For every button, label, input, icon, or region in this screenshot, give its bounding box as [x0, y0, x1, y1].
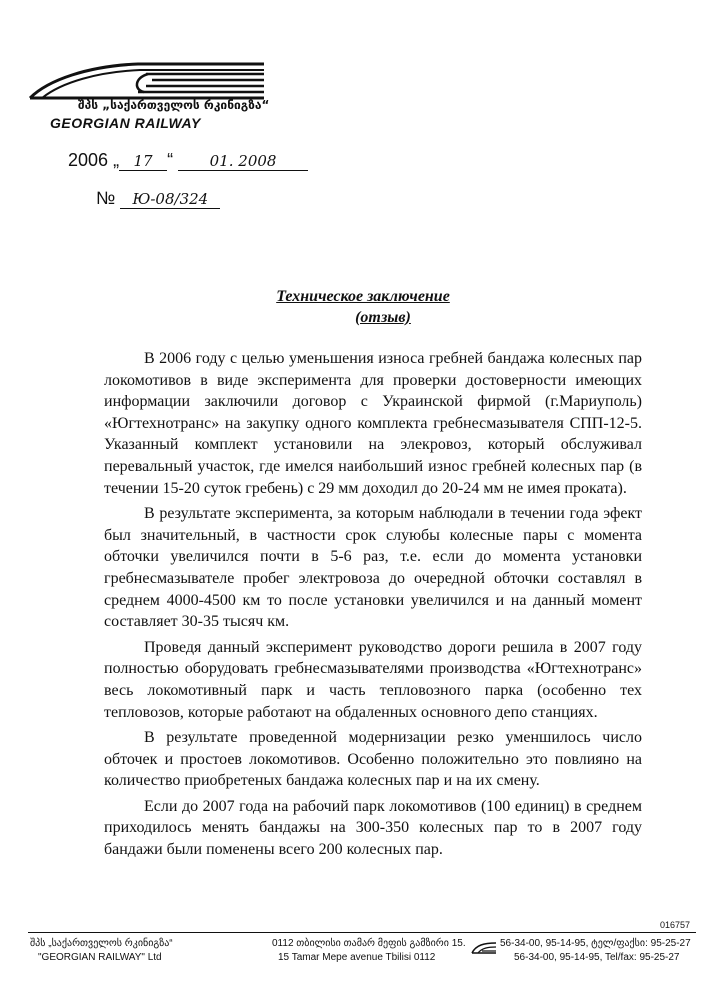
footer-phones-english: 56-34-00, 95-14-95, Tel/fax: 95-25-27 [514, 952, 680, 963]
document-subtitle: (отзыв) [355, 309, 411, 326]
paragraph: В 2006 году с целью уменьшения износа гребней бандажа колесных пар локомотивов в виде эксперимента для проверки достоверности имеющих информации заключили договор с Украинской фирмой (г.Мариуполь) «Югтехнотранс» на закупку одного комплекта гребнесмазывателя СПП-12-5. Указанный комплект установили на элекровоз, который обслуживал перевальный участок, где имелся наибольший износ гребней колесных пар (в течении 15-20 суток гребень) с 29 мм доходил до 20-24 мм не имея проката). [104, 350, 642, 497]
footer-org-georgian: შპს „საქართველოს რკინიგზა“ [30, 938, 173, 949]
paragraph: Проведя данный эксперимент руководство дороги решила в 2007 году полностью оборудовать гребнесмазывателями производства «Югтехнотранс» весь локомотивный парк и часть тепловозного парка (особенно тех тепловозов, которые работают на обдаленных основного депо станциях. [104, 638, 642, 721]
train-small-icon [470, 941, 498, 955]
date-month-year: 01. 2008 [178, 152, 308, 171]
footer-org-english: "GEORGIAN RAILWAY" Ltd [38, 952, 162, 963]
date-line: 2006 „ 17 “ 01. 2008 [68, 150, 308, 171]
paragraph: В результате проведенной модернизации резко уменшилось число обточек и простоев локомотивов. Особенно положительно это повлияно на количество приобретеных бандажа колесных пар и на их смену. [104, 729, 642, 790]
number-label: № [96, 188, 116, 208]
footer-address-english: 15 Tamar Mepe avenue Tbilisi 0112 [278, 952, 436, 963]
footer-divider [28, 932, 696, 933]
paragraph: Если до 2007 года на рабочий парк локомотивов (100 единиц) в среднем приходилось менять бандажы на 300-350 колесных пар то в 2007 году бандажи были поменены всего 200 колесных пар. [104, 797, 642, 859]
footer-phones-georgian: 56-34-00, 95-14-95, ტელ/ფაქსი: 95-25-27 [500, 938, 691, 949]
document-title: Техническое заключение [276, 288, 450, 305]
document-serial-number: 016757 [659, 920, 690, 930]
date-day: 17 [119, 152, 167, 171]
paragraph: В результате эксперимента, за которым наблюдали в течении года эфект был значительный, в частности срок слуюбы колесные пары с момента обточки увеличился почти в 5-6 раз, т.е. если до момента установки гребнесмазывателе пробег электровоза до очередной обточки составлял в среднем 4000-4500 км то после установки увеличился и на данный момент составляет 30-35 тысяч км. [104, 505, 642, 631]
org-name-english: GEORGIAN RAILWAY [50, 115, 201, 131]
year-prefix: 2006 [68, 150, 109, 170]
footer-address-georgian: 0112 თბილისი თამარ მეფის გამზირი 15. [272, 938, 466, 949]
document-number: Ю-08/324 [120, 190, 220, 209]
document-number-line [96, 188, 220, 209]
org-name-georgian: შპს „საქართველოს რკინიგზა“ [78, 98, 270, 112]
document-body [104, 348, 642, 865]
train-logo-icon [28, 60, 268, 100]
